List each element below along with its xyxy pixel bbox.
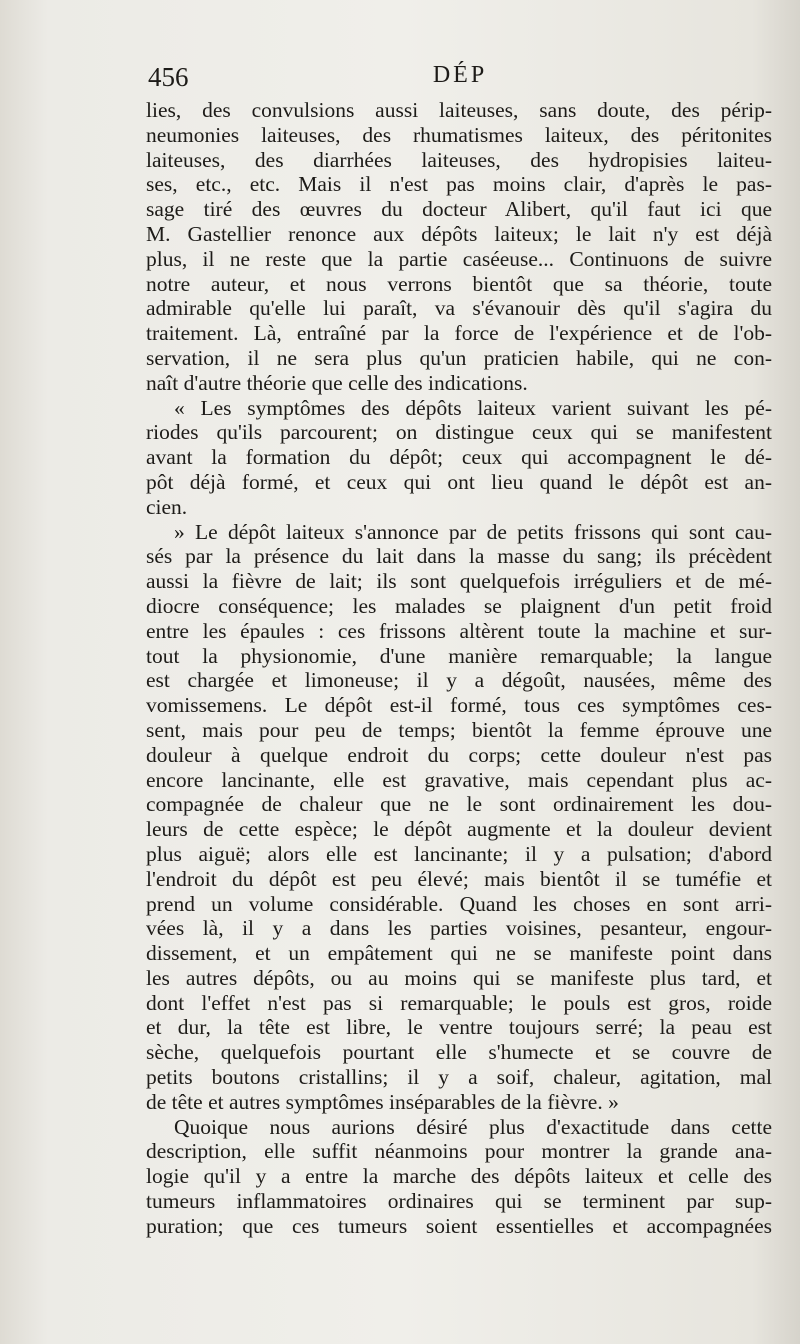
text-line: laiteuses, des diarrhées laiteuses, des hydropisies laiteu- bbox=[146, 147, 772, 172]
text-line: avant la formation du dépôt; ceux qui accompagnent le dé- bbox=[146, 445, 772, 470]
text-line: puration; que ces tumeurs soient essentielles et accompagnées bbox=[146, 1213, 772, 1238]
text-line: servation, il ne sera plus qu'un praticien habile, qui ne con- bbox=[146, 345, 772, 370]
running-head: DÉP bbox=[432, 62, 488, 88]
text-line: et dur, la tête est libre, le ventre toujours serré; la peau est bbox=[146, 1015, 772, 1040]
text-line: sèche, quelquefois pourtant elle s'humecte et se couvre de bbox=[146, 1040, 772, 1065]
text-line: tout la physionomie, d'une manière remarquable; la langue bbox=[146, 643, 772, 668]
text-line: diocre conséquence; les malades se plaignent d'un petit froid bbox=[146, 593, 772, 618]
text-line: sés par la présence du lait dans la masse du sang; ils précèdent bbox=[146, 544, 772, 569]
text-line: naît d'autre théorie que celle des indications. bbox=[146, 370, 528, 395]
paragraph-3 bbox=[146, 520, 772, 1115]
text-line: ses, etc., etc. Mais il n'est pas moins clair, d'après le pas- bbox=[146, 172, 772, 197]
body-text bbox=[146, 98, 772, 1239]
text-line: Quoique nous aurions désiré plus d'exactitude dans cette bbox=[174, 1114, 772, 1139]
text-line: leurs de cette espèce; le dépôt augmente et la douleur devient bbox=[146, 817, 772, 842]
text-line: traitement. Là, entraîné par la force de l'expérience et de l'ob- bbox=[146, 321, 772, 346]
text-line: de tête et autres symptômes inséparables de la fièvre. » bbox=[146, 1089, 619, 1114]
text-line: l'endroit du dépôt est peu élevé; mais bientôt il se tuméfie et bbox=[146, 866, 772, 891]
text-line: dissement, et un empâtement qui ne se manifeste point dans bbox=[146, 941, 772, 966]
text-line: dont l'effet n'est pas si remarquable; le pouls est gros, roide bbox=[146, 990, 772, 1015]
text-line: vomissemens. Le dépôt est-il formé, tous ces symptômes ces- bbox=[146, 693, 772, 718]
text-line: description, elle suffit néanmoins pour montrer la grande ana- bbox=[146, 1139, 772, 1164]
text-line: entre les épaules : ces frissons altèrent toute la machine et sur- bbox=[146, 618, 772, 643]
page-header bbox=[148, 62, 772, 96]
text-line: notre auteur, et nous verrons bientôt que sa théorie, toute bbox=[146, 271, 772, 296]
text-line: compagnée de chaleur que ne le sont ordinairement les dou- bbox=[146, 792, 772, 817]
text-line: aussi la fièvre de lait; ils sont quelquefois irréguliers et de mé- bbox=[146, 569, 772, 594]
text-line: pôt déjà formé, et ceux qui ont lieu quand le dépôt est an- bbox=[146, 469, 772, 494]
text-line: neumonies laiteuses, des rhumatismes laiteux, des péritonites bbox=[146, 122, 772, 147]
text-line: petits boutons cristallins; il y a soif, chaleur, agitation, mal bbox=[146, 1065, 772, 1090]
text-line: douleur à quelque endroit du corps; cette douleur n'est pas bbox=[146, 742, 772, 767]
text-line: logie qu'il y a entre la marche des dépôts laiteux et celle des bbox=[146, 1164, 772, 1189]
text-line: cien. bbox=[146, 494, 188, 519]
text-line: plus aiguë; alors elle est lancinante; il y a pulsation; d'abord bbox=[146, 841, 772, 866]
paragraph-2 bbox=[146, 396, 772, 520]
text-line: les autres dépôts, ou au moins qui se manifeste plus tard, et bbox=[146, 965, 772, 990]
text-line: admirable qu'elle lui paraît, va s'évanouir dès qu'il s'agira du bbox=[146, 296, 772, 321]
text-line: sage tiré des œuvres du docteur Alibert, qu'il faut ici que bbox=[146, 197, 772, 222]
text-line: prend un volume considérable. Quand les choses en sont arri- bbox=[146, 891, 772, 916]
text-line: riodes qu'ils parcourent; on distingue ceux qui se manifestent bbox=[146, 420, 772, 445]
text-line: « Les symptômes des dépôts laiteux varient suivant les pé- bbox=[174, 395, 772, 420]
text-line: tumeurs inflammatoires ordinaires qui se terminent par sup- bbox=[146, 1189, 772, 1214]
text-line: sent, mais pour peu de temps; bientôt la femme éprouve une bbox=[146, 717, 772, 742]
text-line: » Le dépôt laiteux s'annonce par de petits frissons qui sont cau- bbox=[174, 519, 772, 544]
text-line: M. Gastellier renonce aux dépôts laiteux; le lait n'y est déjà bbox=[146, 221, 772, 246]
text-line: lies, des convulsions aussi laiteuses, sans doute, des périp- bbox=[146, 98, 772, 122]
paragraph-4 bbox=[146, 1115, 772, 1239]
text-line: encore lancinante, elle est gravative, mais cependant plus ac- bbox=[146, 767, 772, 792]
page-number: 456 bbox=[148, 62, 189, 92]
text-line: plus, il ne reste que la partie caséeuse... Continuons de suivre bbox=[146, 246, 772, 271]
text-line: est chargée et limoneuse; il y a dégoût, nausées, même des bbox=[146, 668, 772, 693]
paragraph-1 bbox=[146, 98, 772, 396]
text-line: vées là, il y a dans les parties voisines, pesanteur, engour- bbox=[146, 916, 772, 941]
